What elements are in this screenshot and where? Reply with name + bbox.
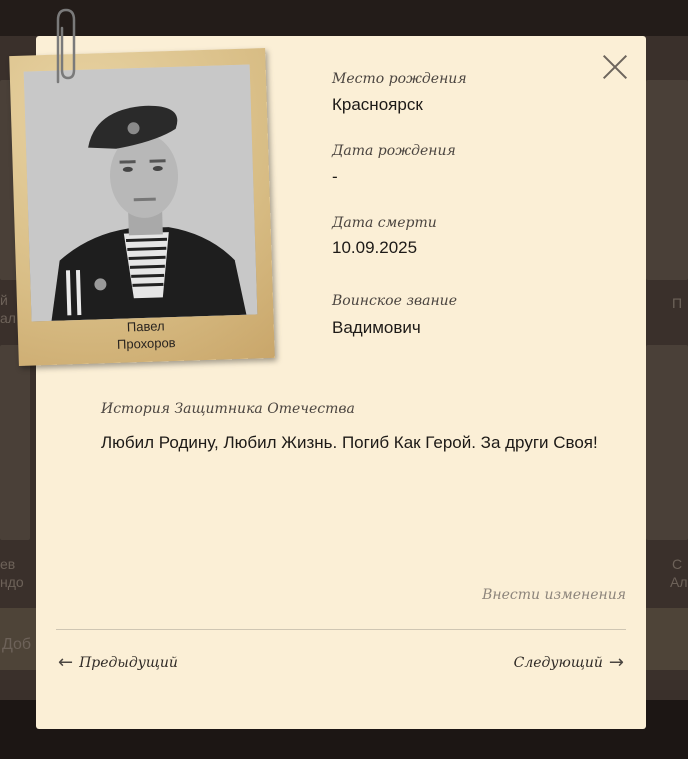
background-card xyxy=(0,345,30,540)
next-button[interactable] xyxy=(514,652,624,673)
background-text: ев xyxy=(0,556,16,572)
arrow-left-icon: ← xyxy=(58,652,74,673)
rank-value: Вадимович xyxy=(332,318,421,337)
birthdate-value: - xyxy=(332,167,338,186)
divider xyxy=(56,629,626,630)
last-name: Прохоров xyxy=(116,335,176,352)
birthplace-label: Место рождения xyxy=(332,71,467,87)
background-text: Доб xyxy=(2,636,32,653)
paperclip-icon xyxy=(48,6,78,88)
birthdate-label: Дата рождения xyxy=(332,143,456,159)
rank-label: Воинское звание xyxy=(332,293,457,309)
story-text: Любил Родину, Любил Жизнь. Погиб Как Герой. За други Своя! xyxy=(101,433,598,452)
background-text: й xyxy=(0,292,8,308)
previous-button[interactable] xyxy=(58,652,178,673)
deathdate-value: 10.09.2025 xyxy=(332,238,418,257)
first-name: Павел xyxy=(126,318,165,335)
deathdate-label: Дата смерти xyxy=(332,215,437,231)
background-card xyxy=(646,345,688,540)
close-icon[interactable] xyxy=(602,54,628,80)
background-text: ал xyxy=(0,310,16,326)
photo-frame xyxy=(9,48,275,366)
edit-link[interactable]: Внести изменения xyxy=(482,587,626,603)
next-label: Следующий xyxy=(513,654,603,671)
background-text: С xyxy=(672,556,683,572)
arrow-right-icon: → xyxy=(608,652,624,673)
background-text: П xyxy=(672,295,683,311)
photo-caption xyxy=(18,314,275,356)
background-card xyxy=(646,80,688,280)
birthplace-value: Красноярск xyxy=(332,95,423,114)
soldier-photo xyxy=(24,65,258,322)
background-text: ндо xyxy=(0,574,24,590)
previous-label: Предыдущий xyxy=(79,654,178,671)
background-text: Ал xyxy=(670,574,688,590)
story-label: История Защитника Отечества xyxy=(101,401,355,417)
